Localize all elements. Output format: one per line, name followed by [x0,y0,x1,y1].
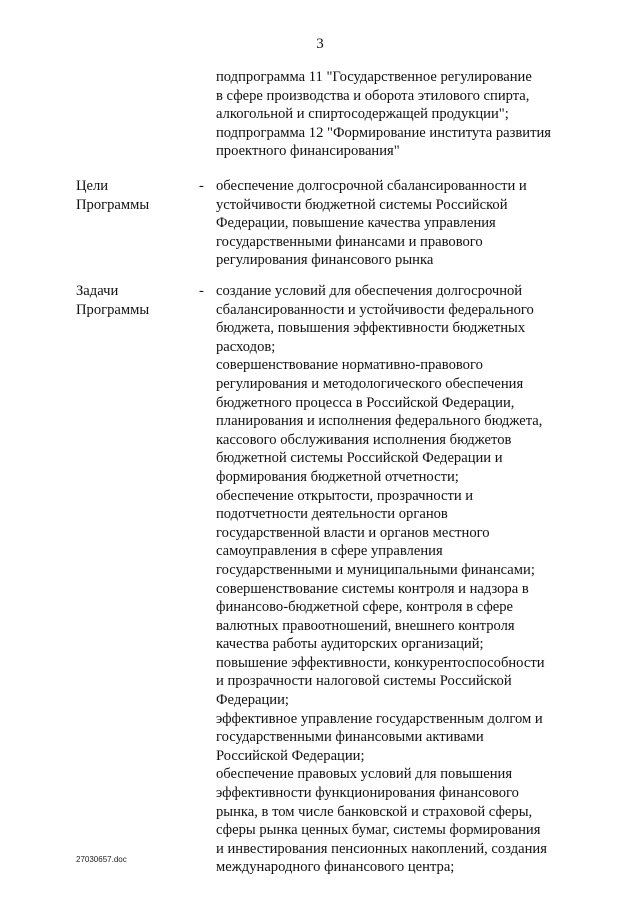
text-line: планирования и исполнения федерального бюджета, [216,413,543,430]
text-line: бюджетной системы Российской Федерации и [216,450,503,467]
text-line: бюджетного процесса в Российской Федерации, [216,394,515,411]
goals-dash: - [199,178,204,194]
text-line: создание условий для обеспечения долгосрочной [216,283,523,299]
text-line: и инвестирования пенсионных накоплений, создания [216,840,547,857]
text-line: международного финансового центра; [216,859,455,876]
text-line: государственной власти и органов местного [216,524,490,541]
text-line: бюджета, повышения эффективности бюджетных [216,320,526,337]
tasks-label [76,282,149,319]
text-line: финансово-бюджетной сфере, контроля в сфере [216,599,514,616]
text-line: самоуправления в сфере управления [216,543,443,560]
text-line: качества работы аудиторских организаций; [216,636,484,653]
text-line: Российской Федерации; [216,747,365,764]
text-line: формирования бюджетной отчетности; [216,468,459,485]
text-line: обеспечение долгосрочной сбалансированности и [216,178,527,194]
text-line: сбалансированности и устойчивости федерального [216,301,534,318]
text-line: совершенствование нормативно-правового [216,357,483,374]
text-line: регулирования и методологического обеспечения [216,375,524,392]
label-line: Программы [76,196,150,213]
text-line: совершенствование системы контроля и надзора в [216,580,529,597]
text-line: обеспечение открытости, прозрачности и [216,487,474,504]
footer-filename: 27030657.doc [76,855,127,864]
tasks-text [216,282,547,877]
text-line: подотчетности деятельности органов [216,506,448,523]
text-line: эффективное управление государственным долгом и [216,710,543,727]
text-line: расходов; [216,338,276,355]
text-line: подпрограмма 12 "Формирование института развития [216,124,552,141]
text-line: повышение эффективности, конкурентоспособности [216,654,545,671]
text-line: государственными и муниципальными финансами; [216,561,535,578]
page-number: 3 [316,36,324,52]
text-line: проектного финансирования" [216,143,400,160]
label-line: Цели [76,178,109,194]
subprograms-text [216,68,551,161]
goals-text [216,177,527,270]
text-line: регулирования финансового рынка [216,252,434,269]
text-line: эффективности функционирования финансового [216,785,519,802]
text-line: государственными финансами и правового [216,233,483,250]
text-line: подпрограмма 11 "Государственное регулирование [216,69,532,85]
text-line: Федерации; [216,692,289,709]
text-line: сферы рынка ценных бумаг, системы формирования [216,822,541,839]
text-line: и прозрачности налоговой системы Российской [216,673,512,690]
label-line: Программы [76,301,150,318]
text-line: алкогольной и спиртосодержащей продукции"; [216,106,509,123]
text-line: валютных правоотношений, внешнего контроля [216,617,515,634]
label-line: Задачи [76,283,119,299]
text-line: устойчивости бюджетной системы Российской [216,196,508,213]
text-line: обеспечение правовых условий для повышения [216,766,513,783]
text-line: в сфере производства и оборота этилового спирта, [216,87,530,104]
text-line: кассового обслуживания исполнения бюджетов [216,431,512,448]
text-line: государственными финансовыми активами [216,729,484,746]
goals-label [76,177,149,214]
tasks-dash: - [199,283,204,299]
text-line: рынка, в том числе банковской и страховой сферы, [216,803,533,820]
text-line: Федерации, повышение качества управления [216,215,496,232]
